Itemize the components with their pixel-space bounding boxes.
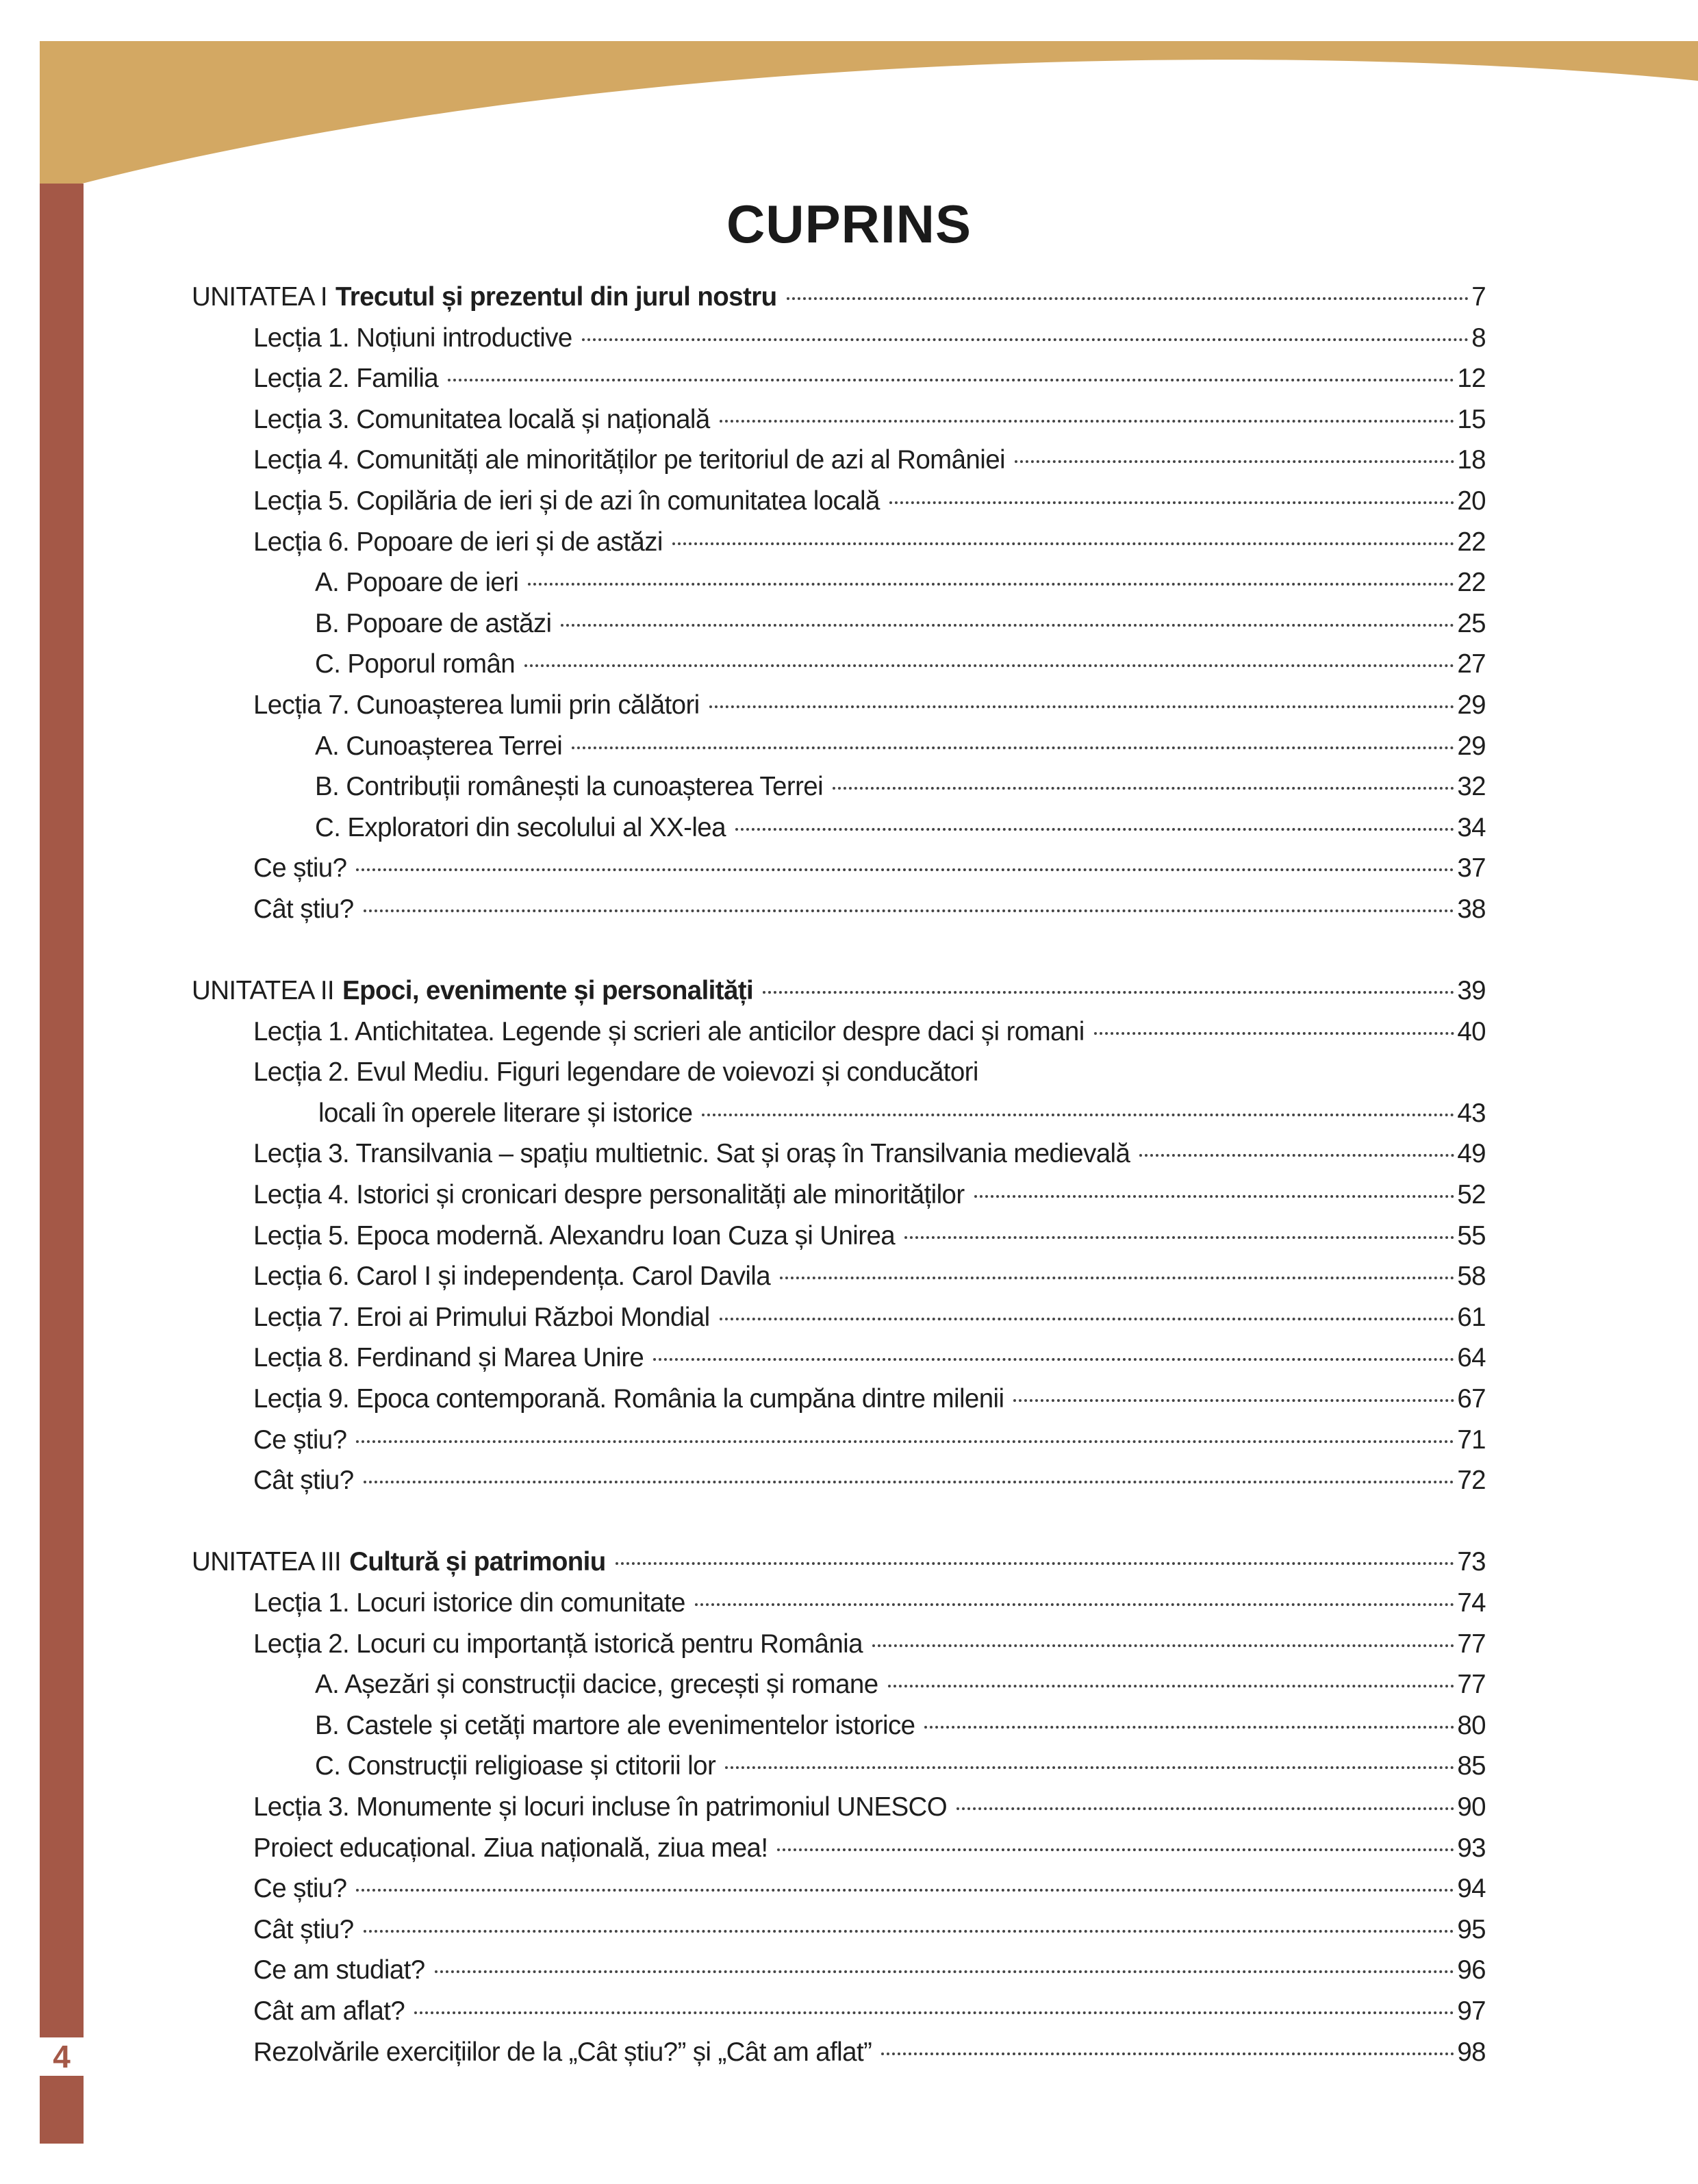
toc-entry xyxy=(192,1466,1486,1507)
dot-leader xyxy=(364,909,1455,912)
page-ref: 22 xyxy=(1457,568,1486,598)
toc-entry xyxy=(192,1139,1486,1180)
page-ref: 18 xyxy=(1457,445,1486,475)
unit-title: Trecutul și prezentul din jurul nostru xyxy=(335,282,777,312)
page-ref: 40 xyxy=(1457,1016,1486,1046)
toc-entry xyxy=(192,1384,1486,1425)
entry-text: B. Contribuții românești la cunoașterea Terrei xyxy=(315,772,824,802)
dot-leader xyxy=(653,1358,1454,1361)
toc-entry xyxy=(192,853,1486,894)
entry-text: Cât am aflat? xyxy=(253,1996,405,2026)
page-ref: 25 xyxy=(1457,608,1486,638)
entry-text: A. Așezări și construcții dacice, grecești și romane xyxy=(315,1670,878,1700)
unit-heading xyxy=(192,976,1486,1017)
dot-leader xyxy=(414,2011,1454,2014)
dot-leader xyxy=(448,379,1454,381)
entry-text: Lecția 3. Transilvania – spațiu multietnic. Sat și oraș în Transilvania medievală xyxy=(253,1139,1130,1169)
dot-leader xyxy=(616,1562,1455,1565)
entry-text: B. Castele și cetăți martore ale evenimentelor istorice xyxy=(315,1710,915,1740)
toc-entry xyxy=(192,1588,1486,1629)
toc-entry xyxy=(192,364,1486,405)
page-ref: 77 xyxy=(1457,1629,1486,1659)
entry-text: Lecția 2. Familia xyxy=(253,364,439,394)
dot-leader xyxy=(735,828,1454,831)
page-ref: 61 xyxy=(1457,1302,1486,1332)
dot-leader xyxy=(524,664,1454,667)
dot-leader xyxy=(787,297,1469,300)
page-ref: 27 xyxy=(1457,649,1486,679)
toc-entry xyxy=(192,1996,1486,2037)
page-ref: 43 xyxy=(1457,1098,1486,1128)
toc-subentry xyxy=(192,772,1486,813)
toc-entry xyxy=(192,486,1486,527)
page-ref: 73 xyxy=(1457,1547,1486,1577)
entry-text: C. Exploratori din secolului al XX-lea xyxy=(315,812,726,842)
page-number: 4 xyxy=(40,2037,84,2076)
dot-leader xyxy=(572,746,1454,749)
page-ref: 49 xyxy=(1457,1139,1486,1169)
toc-subentry xyxy=(192,731,1486,773)
unit-heading xyxy=(192,1547,1486,1588)
page-ref: 34 xyxy=(1457,812,1486,842)
toc-entry xyxy=(192,445,1486,486)
entry-text: Proiect educațional. Ziua națională, ziua mea! xyxy=(253,1833,768,1863)
page-ref: 22 xyxy=(1457,527,1486,557)
toc-entry-continuation xyxy=(192,1099,1486,1140)
page-ref: 55 xyxy=(1457,1220,1486,1251)
entry-text: C. Poporul român xyxy=(315,649,516,679)
entry-text: Ce știu? xyxy=(253,1424,347,1455)
toc-entry xyxy=(192,1221,1486,1262)
dot-leader xyxy=(1139,1154,1454,1157)
entry-text: Lecția 1. Noțiuni introductive xyxy=(253,323,572,353)
toc-entry xyxy=(192,1303,1486,1344)
entry-text: Lecția 3. Comunitatea locală și națională xyxy=(253,404,710,434)
page-ref: 8 xyxy=(1471,323,1486,353)
entry-text: Lecția 1. Locuri istorice din comunitate xyxy=(253,1588,685,1618)
dot-leader xyxy=(780,1277,1454,1279)
toc-entry xyxy=(192,1343,1486,1384)
toc-entry xyxy=(192,1792,1486,1833)
entry-text: Lecția 6. Carol I și independența. Carol Davila xyxy=(253,1262,771,1292)
entry-text: C. Construcții religioase și ctitorii lor xyxy=(315,1751,716,1781)
entry-text: Lecția 2. Locuri cu importanță istorică pentru România xyxy=(253,1629,863,1659)
page-ref: 67 xyxy=(1457,1384,1486,1414)
page-ref: 72 xyxy=(1457,1466,1486,1496)
dot-leader xyxy=(435,1970,1455,1973)
dot-leader xyxy=(1015,460,1454,463)
entry-text: Rezolvările exercițiilor de la „Cât știu?” și „Cât am aflat” xyxy=(253,2037,872,2067)
page-title: CUPRINS xyxy=(726,194,972,254)
page-ref: 96 xyxy=(1457,1955,1486,1985)
toc-subentry xyxy=(192,568,1486,609)
dot-leader xyxy=(702,1114,1454,1116)
page-ref: 80 xyxy=(1457,1710,1486,1740)
toc-entry xyxy=(192,1057,1486,1099)
dot-leader xyxy=(974,1195,1455,1198)
page-ref: 37 xyxy=(1457,853,1486,883)
page-ref: 29 xyxy=(1457,731,1486,761)
dot-leader xyxy=(1013,1399,1454,1402)
entry-text: Lecția 5. Copilăria de ieri și de azi în comunitatea locală xyxy=(253,486,880,516)
unit-label: UNITATEA I xyxy=(192,282,327,312)
entry-text: Lecția 2. Evul Mediu. Figuri legendare de voievozi și conducători xyxy=(253,1057,978,1088)
toc-entry xyxy=(192,1180,1486,1221)
toc-entry xyxy=(192,1874,1486,1915)
dot-leader xyxy=(725,1766,1454,1769)
toc-entry xyxy=(192,1425,1486,1466)
unit-heading xyxy=(192,282,1486,323)
page-ref: 58 xyxy=(1457,1262,1486,1292)
unit-title: Cultură și patrimoniu xyxy=(349,1547,606,1577)
entry-text: Lecția 4. Comunități ale minorităților pe teritoriul de azi al României xyxy=(253,445,1005,475)
dot-leader xyxy=(695,1603,1455,1606)
dot-leader xyxy=(1094,1032,1455,1035)
dot-leader xyxy=(356,1440,1454,1443)
page-ref: 77 xyxy=(1457,1670,1486,1700)
page-ref: 52 xyxy=(1457,1180,1486,1210)
entry-text: Ce am studiat? xyxy=(253,1955,425,1985)
entry-text: Ce știu? xyxy=(253,853,347,883)
entry-text: Lecția 1. Antichitatea. Legende și scrieri ale anticilor despre daci și romani xyxy=(253,1016,1085,1046)
entry-text: Lecția 3. Monumente și locuri incluse în patrimoniul UNESCO xyxy=(253,1792,948,1822)
side-bar xyxy=(40,184,84,2144)
unit-label: UNITATEA II xyxy=(192,976,335,1006)
entry-text: Lecția 8. Ferdinand și Marea Unire xyxy=(253,1343,644,1373)
toc-entry xyxy=(192,690,1486,731)
page-ref: 74 xyxy=(1457,1588,1486,1618)
toc-subentry xyxy=(192,609,1486,650)
unit-label: UNITATEA III xyxy=(192,1547,342,1577)
toc-entry xyxy=(192,894,1486,936)
dot-leader xyxy=(582,338,1469,341)
page-ref: 93 xyxy=(1457,1833,1486,1863)
page-ref: 39 xyxy=(1457,976,1486,1006)
toc-entry xyxy=(192,1629,1486,1670)
entry-text: Lecția 4. Istorici și cronicari despre personalități ale minorităților xyxy=(253,1180,965,1210)
page-ref: 20 xyxy=(1457,486,1486,516)
toc-entry xyxy=(192,527,1486,568)
entry-text: locali în operele literare și istorice xyxy=(318,1098,693,1128)
toc-entry xyxy=(192,323,1486,364)
toc-entry xyxy=(192,1915,1486,1956)
entry-text: Lecția 7. Eroi ai Primului Război Mondial xyxy=(253,1302,710,1332)
dot-leader xyxy=(888,1685,1455,1687)
page-ref: 98 xyxy=(1457,2037,1486,2067)
toc-entry xyxy=(192,1017,1486,1058)
dot-leader xyxy=(672,542,1455,545)
dot-leader xyxy=(833,787,1454,790)
page-ref: 97 xyxy=(1457,1996,1486,2026)
dot-leader xyxy=(356,1889,1454,1892)
dot-leader xyxy=(881,2053,1454,2055)
dot-leader xyxy=(720,1318,1455,1320)
dot-leader xyxy=(528,583,1454,586)
page-ref: 95 xyxy=(1457,1914,1486,1944)
dot-leader xyxy=(364,1930,1455,1933)
dot-leader xyxy=(872,1644,1454,1647)
page-ref: 32 xyxy=(1457,772,1486,802)
dot-leader xyxy=(924,1726,1454,1729)
page-ref: 15 xyxy=(1457,404,1486,434)
table-of-contents xyxy=(192,282,1486,2078)
toc-subentry xyxy=(192,1751,1486,1792)
dot-leader xyxy=(777,1848,1454,1851)
page-ref: 94 xyxy=(1457,1874,1486,1904)
entry-text: B. Popoare de astăzi xyxy=(315,608,552,638)
dot-leader xyxy=(956,1807,1454,1810)
page-ref: 7 xyxy=(1471,282,1486,312)
toc-entry xyxy=(192,1833,1486,1874)
entry-text: Ce știu? xyxy=(253,1874,347,1904)
toc-subentry xyxy=(192,1670,1486,1711)
entry-text: Cât știu? xyxy=(253,1914,354,1944)
dot-leader xyxy=(720,420,1455,423)
page-ref: 90 xyxy=(1457,1792,1486,1822)
entry-text: Lecția 5. Epoca modernă. Alexandru Ioan Cuza și Unirea xyxy=(253,1220,896,1251)
page-ref: 38 xyxy=(1457,894,1486,924)
entry-text: Lecția 9. Epoca contemporană. România la cumpăna dintre milenii xyxy=(253,1384,1004,1414)
toc-entry xyxy=(192,1262,1486,1303)
entry-text: Lecția 6. Popoare de ieri și de astăzi xyxy=(253,527,663,557)
header-banner xyxy=(0,0,1698,205)
dot-leader xyxy=(709,705,1455,708)
page-ref: 64 xyxy=(1457,1343,1486,1373)
toc-subentry xyxy=(192,813,1486,854)
dot-leader xyxy=(561,624,1454,627)
page-ref: 29 xyxy=(1457,690,1486,720)
entry-text: Cât știu? xyxy=(253,1466,354,1496)
dot-leader xyxy=(889,501,1455,504)
dot-leader xyxy=(364,1481,1455,1483)
entry-text: Lecția 7. Cunoașterea lumii prin călători xyxy=(253,690,700,720)
page-ref: 71 xyxy=(1457,1424,1486,1455)
entry-text: A. Cunoașterea Terrei xyxy=(315,731,563,761)
entry-text: A. Popoare de ieri xyxy=(315,568,519,598)
toc-entry xyxy=(192,1955,1486,1996)
dot-leader xyxy=(763,991,1454,994)
page-ref: 85 xyxy=(1457,1751,1486,1781)
banner-shape xyxy=(40,41,1698,184)
dot-leader xyxy=(356,868,1454,871)
entry-text: Cât știu? xyxy=(253,894,354,924)
toc-subentry xyxy=(192,1711,1486,1752)
toc-entry xyxy=(192,2037,1486,2079)
unit-title: Epoci, evenimente și personalități xyxy=(342,976,754,1006)
dot-leader xyxy=(904,1236,1454,1239)
toc-subentry xyxy=(192,649,1486,690)
toc-entry xyxy=(192,405,1486,446)
page-ref: 12 xyxy=(1457,364,1486,394)
